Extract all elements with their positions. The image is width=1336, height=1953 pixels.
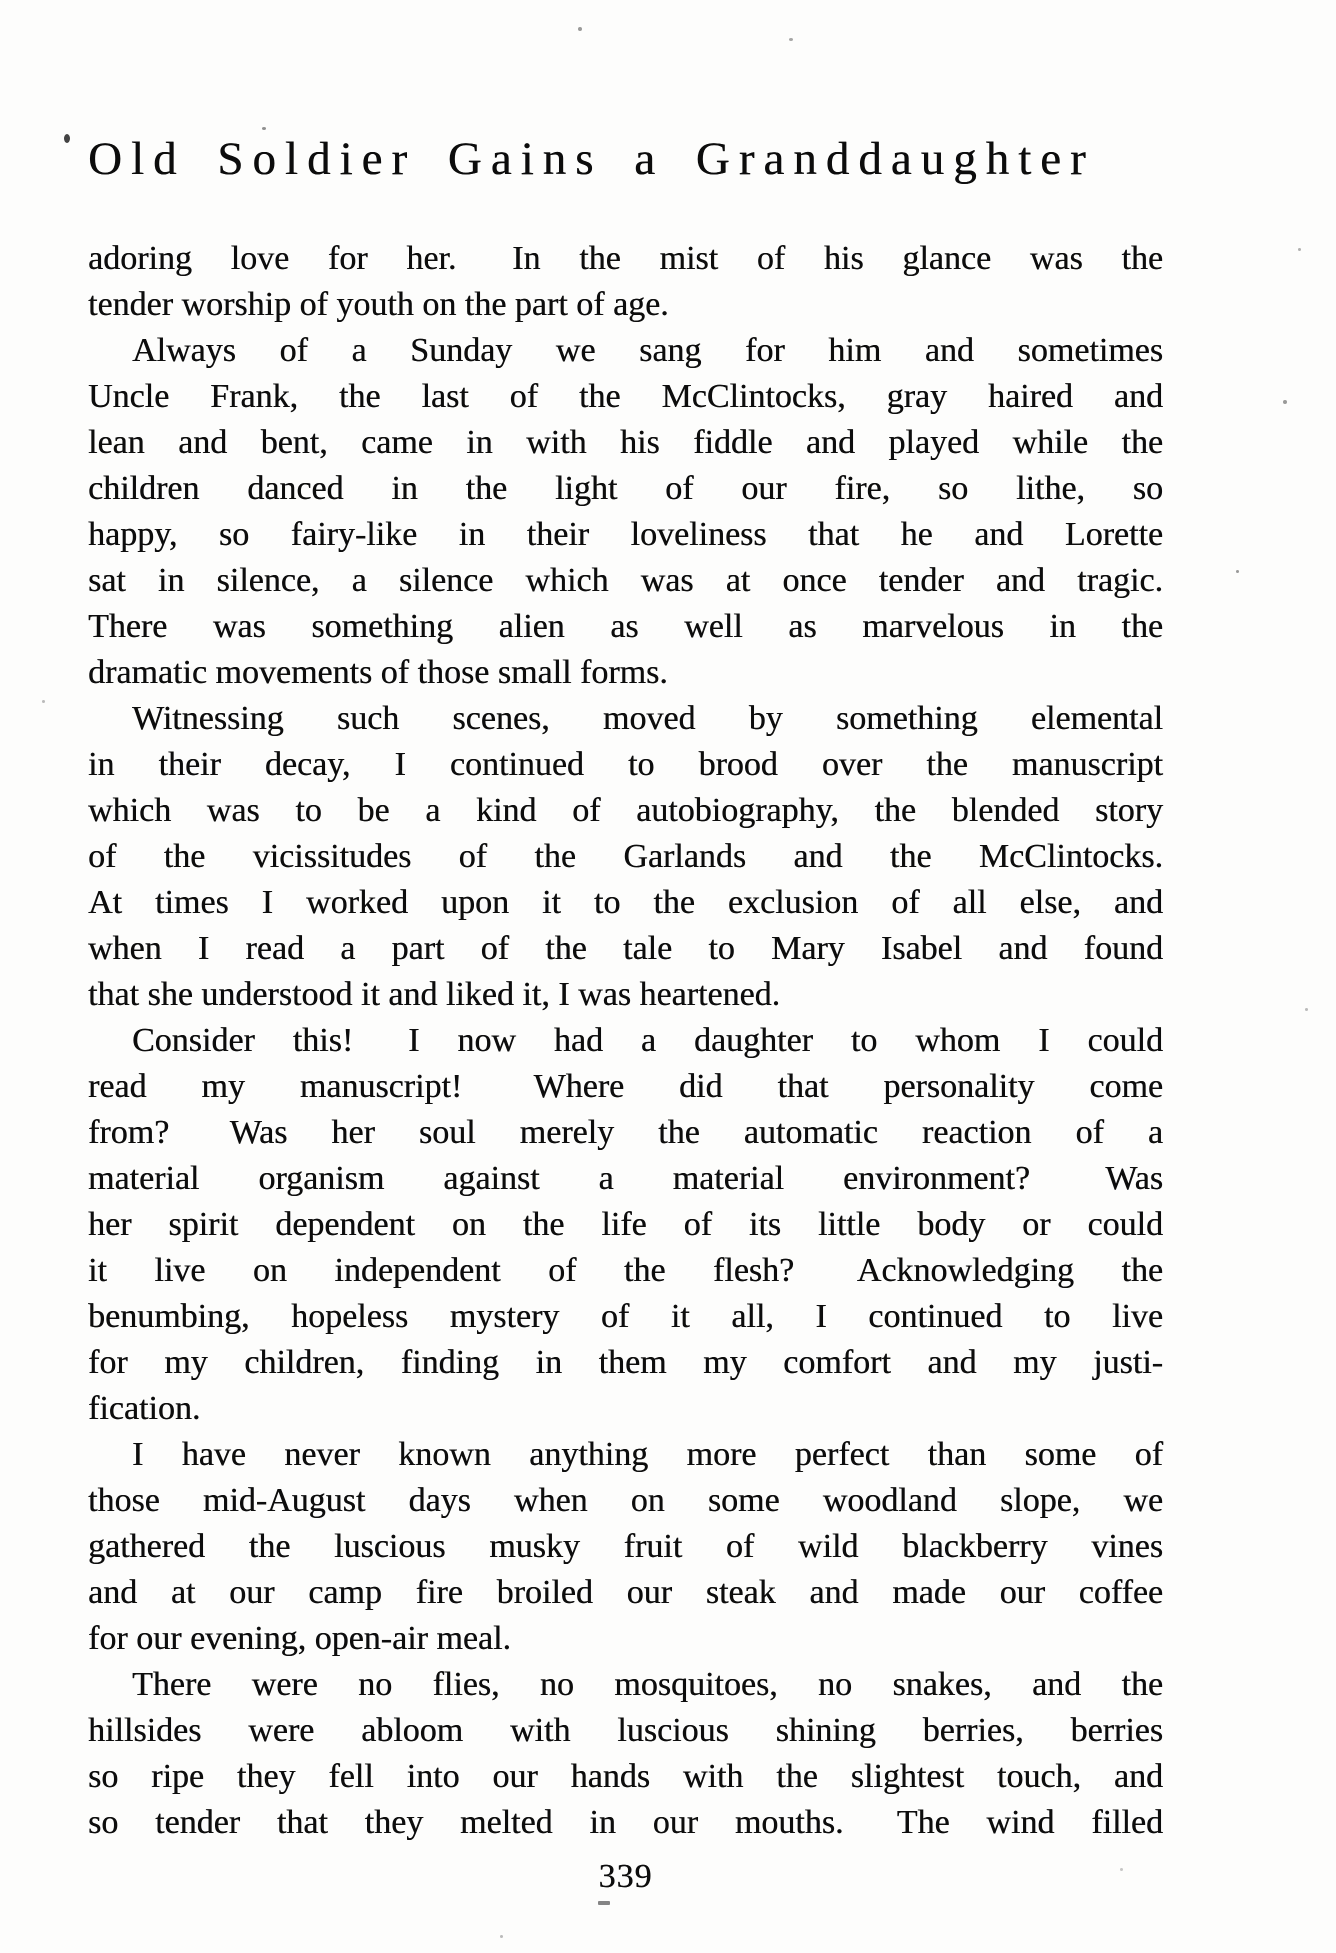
scan-speck xyxy=(64,134,70,143)
text-line: read my manuscript! Where did that personality come xyxy=(88,1068,1163,1105)
scan-speck xyxy=(1120,1868,1123,1871)
scan-speck xyxy=(789,38,793,41)
scan-speck xyxy=(598,1901,610,1905)
text-line: for my children, finding in them my comfort and my justi- xyxy=(88,1344,1163,1381)
text-line: benumbing, hopeless mystery of it all, I continued to live xyxy=(88,1298,1163,1335)
text-line: that she understood it and liked it, I was heartened. xyxy=(88,976,781,1013)
body-text xyxy=(88,236,1163,1846)
page-number: 339 xyxy=(598,1858,653,1895)
text-line: from? Was her soul merely the automatic reaction of a xyxy=(88,1114,1163,1151)
text-line: so tender that they melted in our mouths. The wind filled xyxy=(88,1804,1163,1841)
text-line: Consider this! I now had a daughter to whom I could xyxy=(132,1022,1163,1059)
scan-speck xyxy=(1236,570,1239,573)
scan-speck xyxy=(42,700,45,703)
scan-speck xyxy=(1305,1008,1308,1011)
text-line: adoring love for her. In the mist of his glance was the xyxy=(88,240,1163,277)
text-line: and at our camp fire broiled our steak and made our coffee xyxy=(88,1574,1163,1611)
text-line: At times I worked upon it to the exclusion of all else, and xyxy=(88,884,1163,921)
scan-speck xyxy=(578,27,582,31)
chapter-title: Old Soldier Gains a Granddaughter xyxy=(88,133,1095,185)
text-line: There were no flies, no mosquitoes, no snakes, and the xyxy=(132,1666,1163,1703)
text-line: happy, so fairy-like in their loveliness that he and Lorette xyxy=(88,516,1163,553)
scan-speck xyxy=(262,127,266,130)
text-line: tender worship of youth on the part of age. xyxy=(88,286,669,323)
text-line: sat in silence, a silence which was at once tender and tragic. xyxy=(88,562,1163,599)
text-line: There was something alien as well as marvelous in the xyxy=(88,608,1163,645)
text-line: which was to be a kind of autobiography, the blended story xyxy=(88,792,1163,829)
scan-speck xyxy=(500,1935,503,1938)
text-line: her spirit dependent on the life of its little body or could xyxy=(88,1206,1163,1243)
text-line: in their decay, I continued to brood over the manuscript xyxy=(88,746,1163,783)
text-line: Witnessing such scenes, moved by something elemental xyxy=(132,700,1163,737)
text-line: for our evening, open-air meal. xyxy=(88,1620,511,1657)
text-line: gathered the luscious musky fruit of wild blackberry vines xyxy=(88,1528,1163,1565)
text-line: Uncle Frank, the last of the McClintocks, gray haired and xyxy=(88,378,1163,415)
text-line: so ripe they fell into our hands with the slightest touch, and xyxy=(88,1758,1163,1795)
text-line: I have never known anything more perfect than some of xyxy=(132,1436,1163,1473)
text-line: hillsides were abloom with luscious shining berries, berries xyxy=(88,1712,1163,1749)
text-line: children danced in the light of our fire, so lithe, so xyxy=(88,470,1163,507)
text-line: dramatic movements of those small forms. xyxy=(88,654,668,691)
text-line: it live on independent of the flesh? Acknowledging the xyxy=(88,1252,1163,1289)
text-line: those mid-August days when on some woodland slope, we xyxy=(88,1482,1163,1519)
text-line: material organism against a material environment? Was xyxy=(88,1160,1163,1197)
text-line: Always of a Sunday we sang for him and sometimes xyxy=(132,332,1163,369)
text-line: of the vicissitudes of the Garlands and the McClintocks. xyxy=(88,838,1163,875)
text-line: fication. xyxy=(88,1390,201,1427)
text-line: when I read a part of the tale to Mary Isabel and found xyxy=(88,930,1163,967)
text-line: lean and bent, came in with his fiddle and played while the xyxy=(88,424,1163,461)
scan-speck xyxy=(1298,248,1301,251)
scan-speck xyxy=(1283,400,1287,404)
